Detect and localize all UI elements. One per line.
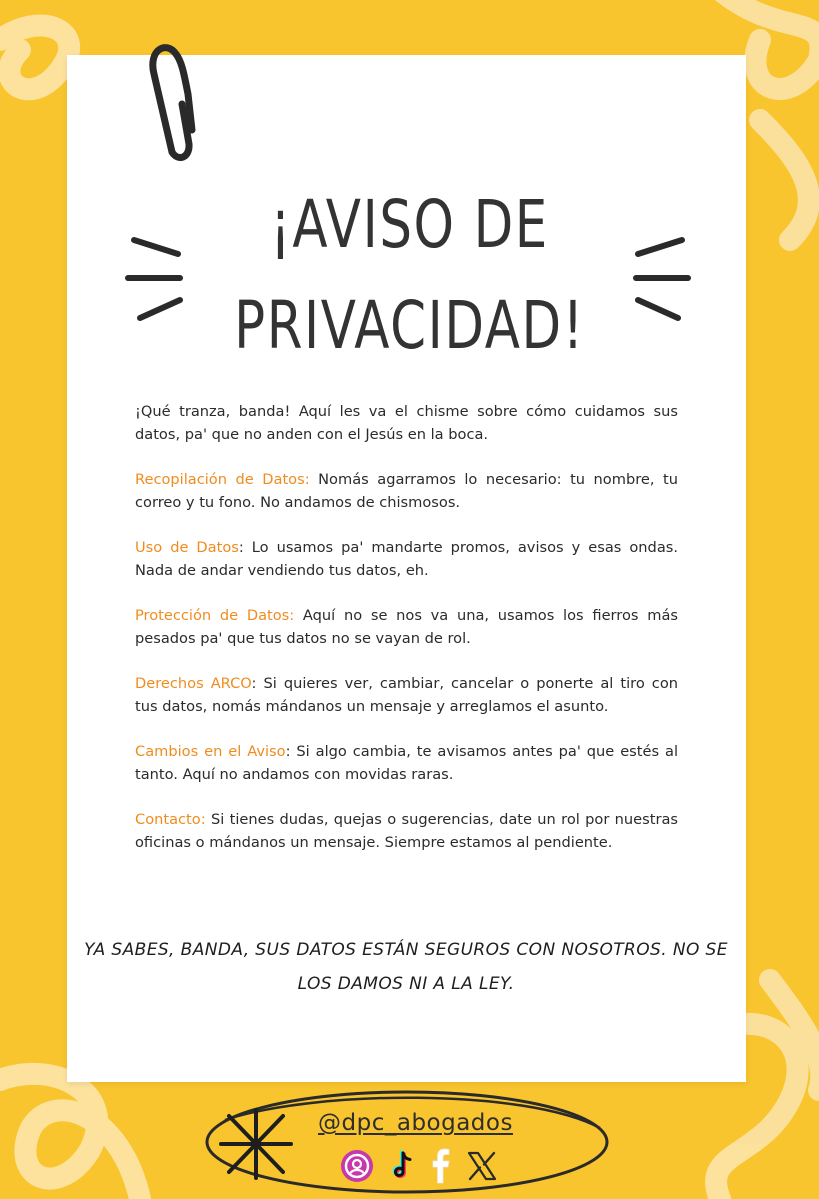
burst-lines-left-icon [120, 232, 190, 332]
section-text: : Si algo cambia, te avisamos antes pa' que estés al tanto. Aquí no andamos con movidas raras. [135, 743, 678, 783]
privacy-notice-body [135, 400, 678, 876]
burst-lines-right-icon [626, 232, 696, 332]
section-text: Aquí no se nos va una, usamos los fierros más pesados pa' que tus datos no se vayan de rol. [135, 607, 678, 647]
paperclip-icon [132, 34, 198, 164]
section-contacto [135, 808, 678, 854]
section-proteccion [135, 604, 678, 650]
asterisk-icon [221, 1110, 291, 1178]
section-recopilacion [135, 468, 678, 514]
page-title-line-2: PRIVACIDAD! [234, 287, 585, 364]
section-cambios [135, 740, 678, 786]
section-text: Si tienes dudas, quejas o sugerencias, date un rol por nuestras oficinas o mándanos un mensaje. Siempre estamos al pendiente. [135, 811, 678, 851]
closing-line-2: LOS DAMOS NI A LA LEY. [297, 974, 515, 994]
page-title-line-1: ¡AVISO DE [270, 186, 549, 263]
section-heading: Protección de Datos: [135, 607, 295, 624]
section-derechos-arco [135, 672, 678, 718]
section-heading: Uso de Datos [135, 539, 239, 556]
intro-paragraph: ¡Qué tranza, banda! Aquí les va el chisme sobre cómo cuidamos sus datos, pa' que no anden con el Jesús en la boca. [135, 403, 678, 443]
section-heading: Cambios en el Aviso [135, 743, 286, 760]
section-heading: Derechos ARCO [135, 675, 252, 692]
facebook-icon[interactable] [421, 1146, 461, 1186]
section-text: : Si quieres ver, cambiar, cancelar o ponerte al tiro con tus datos, nomás mándanos un mensaje y arreglamos el asunto. [135, 675, 678, 715]
section-text: : Lo usamos pa' mandarte promos, avisos y esas ondas. Nada de andar vendiendo tus datos, eh. [135, 539, 678, 579]
tiktok-icon[interactable] [383, 1146, 423, 1186]
section-uso [135, 536, 678, 582]
x-icon[interactable] [462, 1146, 502, 1186]
closing-line-1: YA SABES, BANDA, SUS DATOS ESTÁN SEGUROS CON NOSOTROS. NO SE [84, 940, 728, 960]
section-heading: Recopilación de Datos: [135, 471, 310, 488]
section-heading: Contacto: [135, 811, 206, 828]
social-handle[interactable]: @dpc_abogados [318, 1110, 513, 1136]
section-text: Nomás agarramos lo necesario: tu nombre, tu correo y tu fono. No andamos de chismosos. [135, 471, 678, 511]
instagram-icon[interactable] [337, 1146, 377, 1186]
closing-statement [70, 933, 742, 1001]
